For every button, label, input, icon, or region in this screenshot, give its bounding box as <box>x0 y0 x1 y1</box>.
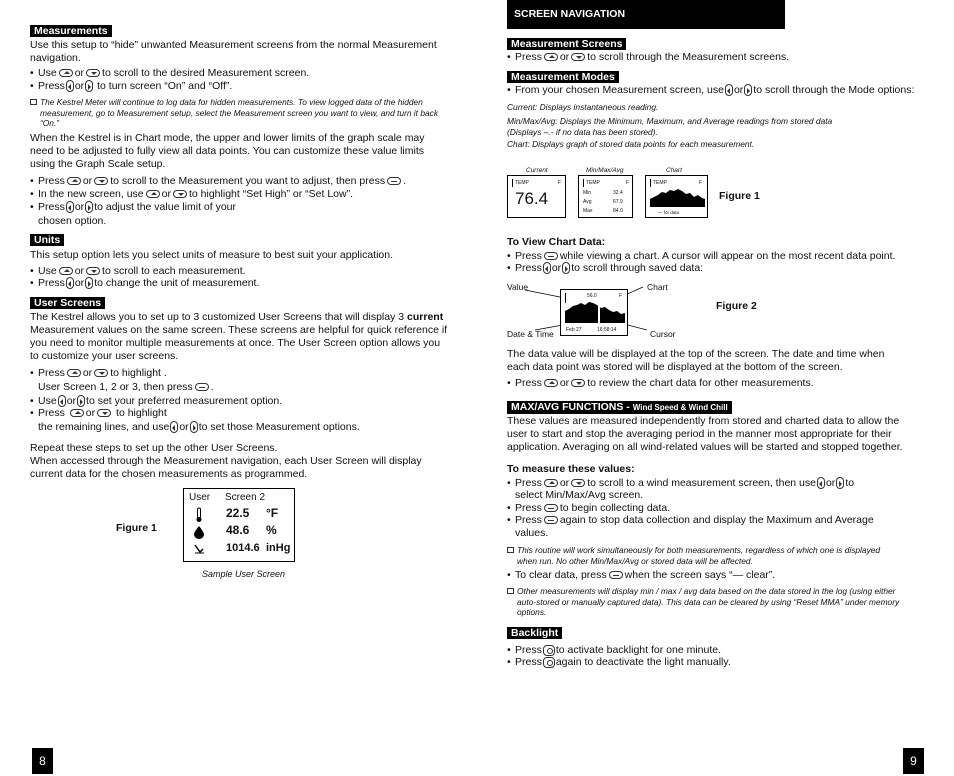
measurements-intro: Use this setup to “hide” unwanted Measurement screens from the normal Measurement navigation. <box>30 39 437 64</box>
right-button-icon[interactable] <box>85 201 93 213</box>
mode-current: Current: Displays instantaneous reading. <box>507 102 659 112</box>
user-bullet-1-cont: User Screen 1, 2 or 3, then press . <box>38 381 214 393</box>
row-2-unit: % <box>266 523 277 537</box>
maxavg-bullet-1-cont: select Min/Max/Avg screen. <box>515 489 644 501</box>
down-button-icon[interactable] <box>94 177 108 185</box>
sample-caption: Sample User Screen <box>202 569 286 579</box>
view-chart-bullet-1: • Press while viewing a chart. A cursor will appear on the most recent data point. <box>515 250 895 263</box>
maxavg-sub: To measure these values: <box>507 463 635 475</box>
chart-data-value: 56.0 <box>587 293 597 299</box>
screen-bar <box>583 179 584 187</box>
left-button-icon[interactable] <box>66 201 74 213</box>
max-label: Max <box>583 208 593 214</box>
up-button-icon[interactable] <box>70 409 84 417</box>
label-cursor: Cursor <box>650 329 676 339</box>
sample-user-screen <box>183 488 295 562</box>
chart-bullet-1: • Press or to scroll to the Measurement you want to adjust, then press . <box>38 175 406 188</box>
enter-button-icon[interactable] <box>544 504 558 512</box>
right-button-icon[interactable] <box>836 477 844 489</box>
units-intro: This setup option lets you select units of measure to best suit your application. <box>30 249 394 261</box>
user-screens-intro: The Kestrel allows you to set up to 3 customized User Screens that will display 3 current Measurement values on the same screen. These screens are helpful for quick reference if you need to monitor multiple measurements at once. The User Screen option allows you to customize your user screens. <box>30 311 448 362</box>
temp-label: TEMP <box>586 180 600 186</box>
backlight-button-icon[interactable] <box>543 657 555 668</box>
screen-navigation-title: SCREEN NAVIGATION <box>507 0 785 29</box>
view-chart-heading: To View Chart Data: <box>507 236 606 248</box>
user-bullet-1: • Press or to highlight . <box>38 367 167 380</box>
accessed-text: When accessed through the Measurement navigation, each User Screen will display current data for the chosen measurements as programmed. <box>30 455 422 480</box>
label-chart: Chart <box>666 167 682 174</box>
maxavg-heading: MAX/AVG FUNCTIONS - Wind Speed & Wind Chill <box>507 401 732 414</box>
chart-data-time: 16:58:14 <box>597 327 617 333</box>
screen-name: Screen 2 <box>225 492 266 503</box>
note-icon <box>30 99 37 105</box>
maxavg-bullet-2: • Press to begin collecting data. <box>515 502 670 515</box>
min-label: Min <box>583 190 592 196</box>
row-2-value: 48.6 <box>226 523 250 537</box>
backlight-bullet-1: • Press to activate backlight for one minute. <box>515 644 721 657</box>
down-button-icon[interactable] <box>86 267 100 275</box>
page-number-right: 9 <box>903 748 924 774</box>
down-button-icon[interactable] <box>97 409 111 417</box>
temp-label: TEMP <box>653 180 667 186</box>
maxavg-bullet-4: • To clear data, press when the screen says “— clear”. <box>515 569 775 582</box>
humidity-drop-icon <box>193 525 205 543</box>
view-chart-bullet-3: • Press or to review the chart data for other measurements. <box>515 377 814 390</box>
units-heading: Units <box>30 234 64 247</box>
enter-button-icon[interactable] <box>195 383 209 391</box>
enter-button-icon[interactable] <box>609 571 623 579</box>
backlight-heading: Backlight <box>507 627 562 640</box>
maxavg-bullet-3: • Press again to stop data collection and display the Maximum and Average <box>515 514 874 527</box>
meas-screens-heading: Measurement Screens <box>507 38 626 51</box>
user-bullet-2: • Use or to set your preferred measurement option. <box>38 395 282 408</box>
chart-bullet-3: • Press or to adjust the value limit of your <box>38 201 236 214</box>
maxavg-bullet-3-cont: values. <box>515 527 549 539</box>
figure-1-label-right: Figure 1 <box>719 190 760 202</box>
left-button-icon[interactable] <box>725 84 733 96</box>
row-3-unit: inHg <box>266 542 291 554</box>
down-button-icon[interactable] <box>94 369 108 377</box>
maxavg-bullet-1: • Press or to scroll to a wind measurement screen, then use or to <box>515 477 854 490</box>
chart-scale-para: When the Kestrel is in Chart mode, the upper and lower limits of the graph scale may need to be adjusted to fully view all data points. You can customize these value limits using the Graph Scale setup. <box>30 132 425 170</box>
enter-button-icon[interactable] <box>544 252 558 260</box>
repeat-text: Repeat these steps to set up the other User Screens. <box>30 442 278 454</box>
avg-label: Avg <box>583 199 592 205</box>
note-icon <box>507 547 514 553</box>
maxavg-intro: These values are measured independently from stored and charted data to allow the user to start and stop the averaging period in the manner most appropriate for their application. Averaging on all wind-related values will be started and stopped together. <box>507 415 903 453</box>
right-button-icon[interactable] <box>85 277 93 289</box>
page-number-left: 8 <box>32 748 53 774</box>
label-current: Current <box>526 167 548 174</box>
measurements-heading: Measurements <box>30 25 112 38</box>
chart-data-screen <box>560 289 628 336</box>
user-bullet-3: • Press or to highlight <box>38 407 167 420</box>
up-button-icon[interactable] <box>544 379 558 387</box>
minmax-mode-screen <box>578 175 633 218</box>
right-button-icon[interactable] <box>744 84 752 96</box>
up-button-icon[interactable] <box>544 53 558 61</box>
right-button-icon[interactable] <box>190 421 198 433</box>
avg-value: 67.9 <box>613 199 623 205</box>
left-button-icon[interactable] <box>66 277 74 289</box>
label-minmax: Min/Max/Avg <box>586 167 624 174</box>
meas-modes-heading: Measurement Modes <box>507 71 619 84</box>
current-value: 76.4 <box>515 189 549 208</box>
thermometer-icon <box>194 507 204 527</box>
units-bullet-2: • Press or to change the unit of measurement. <box>38 277 259 290</box>
right-button-icon[interactable] <box>85 80 93 92</box>
maxavg-note-1: This routine will work simultaneously for both measurements, regardless of which one is displayed when run. No other Min/Max/Avg or stored data will be affected. <box>507 545 902 566</box>
backlight-bullet-2: • Press again to deactivate the light manually. <box>515 656 731 669</box>
figure-2-label: Figure 2 <box>716 300 757 312</box>
label-chart-callout: Chart <box>647 282 668 292</box>
left-button-icon[interactable] <box>543 262 551 274</box>
measurements-bullet-1: • Use or to scroll to the desired Measurement screen. <box>38 67 309 80</box>
mode-minmax: Min/Max/Avg: Displays the Minimum, Maximum, and Average readings from stored data (Displays –.- if no data has been stored). <box>507 116 833 137</box>
mode-chart: Chart: Displays graph of stored data points for each measurement. <box>507 139 755 149</box>
chart-mode-screen <box>645 175 708 218</box>
units-bullet-1: • Use or to scroll to each measurement. <box>38 265 246 278</box>
maxavg-note-2: Other measurements will display min / max / avg data based on the data stored in the log (using either auto-stored or manually captured data). This data can be cleared by using “Reset MMA” under memory options. <box>507 586 907 618</box>
right-button-icon[interactable] <box>562 262 570 274</box>
down-button-icon[interactable] <box>571 53 585 61</box>
up-button-icon[interactable] <box>67 369 81 377</box>
view-chart-bullet-2: • Press or to scroll through saved data: <box>515 262 703 275</box>
chart-bullet-2: • In the new screen, use or to highlight “Set High” or “Set Low”. <box>38 188 353 201</box>
measurements-note: The Kestrel Meter will continue to log data for hidden measurements. To view logged data of the hidden measurement, go to Measurement setup, select the Measurement screen you want to view, and turn it back “On.” <box>30 97 448 129</box>
chart-data-graph <box>565 299 625 323</box>
max-value: 84.0 <box>613 208 623 214</box>
up-button-icon[interactable] <box>59 267 73 275</box>
down-button-icon[interactable] <box>173 190 187 198</box>
chart-graph-icon <box>650 185 705 207</box>
chart-data-date: Feb 27 <box>566 327 582 333</box>
label-date-time: Date & Time <box>507 329 554 339</box>
screen-bar <box>512 179 513 187</box>
meas-modes-bullet: • From your chosen Measurement screen, use or to scroll through the Mode options: <box>515 84 914 97</box>
left-button-icon[interactable] <box>817 477 825 489</box>
figure-1-label-left: Figure 1 <box>116 522 157 534</box>
down-button-icon[interactable] <box>571 479 585 487</box>
current-mode-screen <box>507 175 566 218</box>
row-1-value: 22.5 <box>226 506 250 520</box>
unit-label: F <box>626 180 630 186</box>
row-3-value: 1014.6 <box>226 542 260 554</box>
row-1-unit: °F <box>266 506 279 520</box>
label-value: Value <box>507 282 529 292</box>
left-button-icon[interactable] <box>66 80 74 92</box>
chart-data-unit: F <box>619 293 623 299</box>
chart-bullet-3-cont: chosen option. <box>38 215 107 227</box>
left-button-icon[interactable] <box>58 395 66 407</box>
left-button-icon[interactable] <box>170 421 178 433</box>
unit-label: F <box>558 180 562 186</box>
down-button-icon[interactable] <box>86 69 100 77</box>
data-value-para: The data value will be displayed at the top of the screen. The date and time when each data point was stored will be displayed at the bottom of the screen. <box>507 348 885 373</box>
backlight-button-icon[interactable] <box>543 645 555 656</box>
meas-screens-bullet: • Press or to scroll through the Measurement screens. <box>515 51 789 64</box>
right-button-icon[interactable] <box>77 395 85 407</box>
up-button-icon[interactable] <box>146 190 160 198</box>
down-button-icon[interactable] <box>571 379 585 387</box>
pressure-gauge-icon <box>193 543 205 559</box>
temp-label: TEMP <box>515 180 529 186</box>
up-button-icon[interactable] <box>544 479 558 487</box>
note-icon <box>507 588 514 594</box>
up-button-icon[interactable] <box>59 69 73 77</box>
enter-button-icon[interactable] <box>544 516 558 524</box>
unit-label: F <box>699 180 703 186</box>
measurements-bullet-2: • Press or to turn screen “On” and “Off”. <box>38 80 232 93</box>
user-screens-heading: User Screens <box>30 297 105 310</box>
enter-button-icon[interactable] <box>387 177 401 185</box>
cursor-line <box>598 299 600 323</box>
min-value: 32.4 <box>613 190 623 196</box>
user-bullet-3-cont: the remaining lines, and use or to set those Measurement options. <box>38 421 360 433</box>
up-button-icon[interactable] <box>67 177 81 185</box>
user-label: User <box>189 492 211 503</box>
no-data-text: — for data <box>658 210 680 215</box>
